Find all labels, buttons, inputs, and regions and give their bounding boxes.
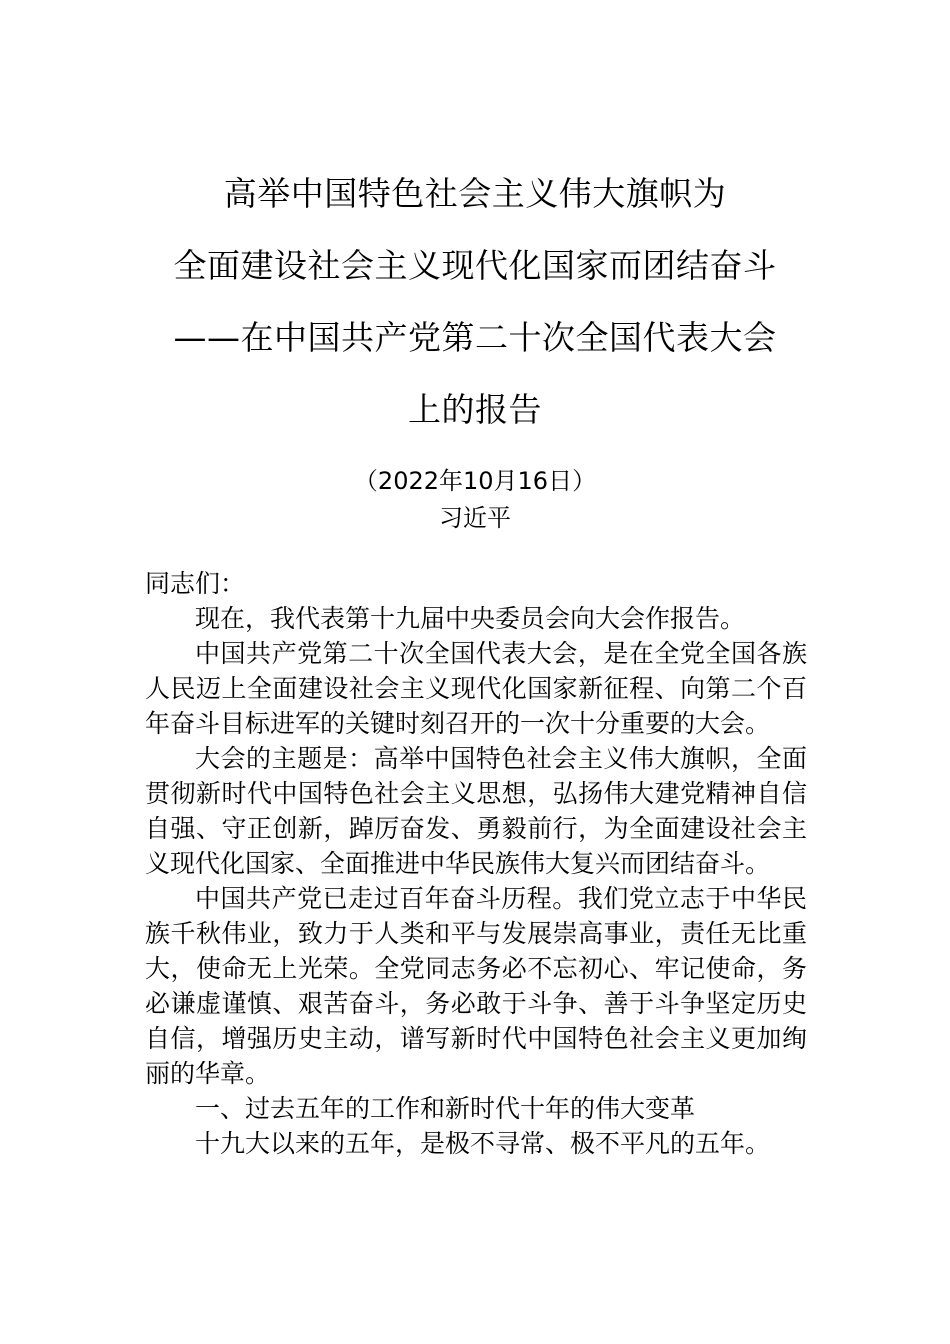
author-name: 习近平 — [439, 504, 511, 532]
paragraph: 现在，我代表第十九届中央委员会向大会作报告。 — [195, 604, 746, 633]
document-title — [0, 158, 950, 446]
paragraph: 十九大以来的五年，是极不寻常、极不平凡的五年。 — [195, 1129, 771, 1158]
document-body — [145, 566, 807, 1161]
paragraph: 中国共产党第二十次全国代表大会，是在全党全国各族人民迈上全面建设社会主义现代化国家新征程、向第二个百年奋斗目标进军的关键时刻召开的一次十分重要的大会。 — [145, 639, 807, 738]
section-heading: 一、过去五年的工作和新时代十年的伟大变革 — [195, 1094, 696, 1123]
title-line-3: ——在中国共产党第二十次全国代表大会 — [173, 318, 777, 357]
title-line-1: 高举中国特色社会主义伟大旗帜为 — [223, 174, 727, 213]
title-line-4: 上的报告 — [408, 390, 542, 429]
paragraph: 大会的主题是：高举中国特色社会主义伟大旗帜，全面贯彻新时代中国特色社会主义思想，弘扬伟大建党精神自信自强、守正创新，踔厉奋发、勇毅前行，为全面建设社会主义现代化国家、全面推进中华民族伟大复兴而团结奋斗。 — [145, 744, 807, 878]
paragraph: 中国共产党已走过百年奋斗历程。我们党立志于中华民族千秋伟业，致力于人类和平与发展崇高事业，责任无比重大，使命无上光荣。全党同志务必不忘初心、牢记使命，务必谦虚谨慎、艰苦奋斗，务必敢于斗争、善于斗争坚定历史自信，增强历史主动，谱写新时代中国特色社会主义更加绚丽的华章。 — [145, 884, 807, 1088]
title-line-2: 全面建设社会主义现代化国家而团结奋斗 — [173, 246, 777, 285]
salutation: 同志们： — [145, 569, 246, 598]
report-date: （2022年10月16日） — [353, 467, 597, 495]
